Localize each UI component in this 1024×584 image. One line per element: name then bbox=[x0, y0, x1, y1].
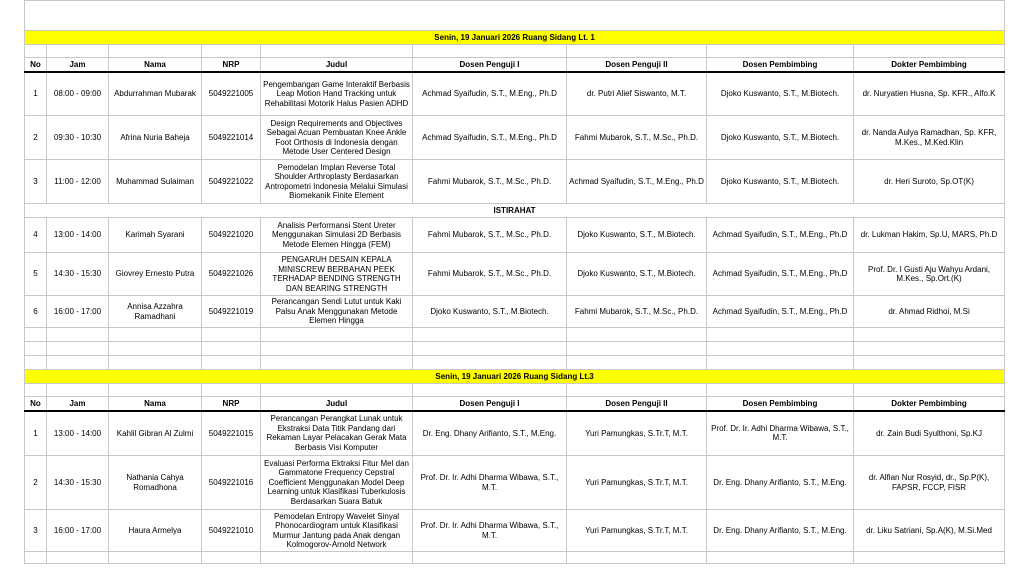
examiner-2-cell[interactable]: dr. Putri Alief Siswanto, M.T. bbox=[567, 72, 707, 116]
blank-row bbox=[25, 552, 1005, 564]
nrp-cell[interactable]: 5049221019 bbox=[202, 296, 261, 328]
col-dokter-header[interactable]: Dokter Pembimbing bbox=[854, 397, 1005, 411]
nrp-cell[interactable]: 5049221010 bbox=[202, 510, 261, 552]
time-cell[interactable]: 16:00 - 17:00 bbox=[47, 510, 109, 552]
session2-header-row bbox=[25, 397, 1005, 411]
col-no-header[interactable]: No bbox=[25, 58, 47, 72]
session2-banner bbox=[25, 370, 1005, 384]
doctor-cell[interactable]: dr. Nuryatien Husna, Sp. KFR., Alfo.K bbox=[854, 72, 1005, 116]
name-cell[interactable]: Kahlil Gibran Al Zulmi bbox=[109, 411, 202, 456]
examiner-1-cell[interactable]: Djoko Kuswanto, S.T., M.Biotech. bbox=[413, 296, 567, 328]
supervisor-cell[interactable]: Djoko Kuswanto, S.T., M.Biotech. bbox=[707, 72, 854, 116]
row-number[interactable]: 5 bbox=[25, 253, 47, 296]
spreadsheet bbox=[24, 0, 1004, 564]
session1-header-row bbox=[25, 58, 1005, 72]
time-cell[interactable]: 11:00 - 12:00 bbox=[47, 160, 109, 204]
examiner-1-cell[interactable]: Fahmi Mubarok, S.T., M.Sc., Ph.D. bbox=[413, 160, 567, 204]
time-cell[interactable]: 16:00 - 17:00 bbox=[47, 296, 109, 328]
table-row bbox=[25, 510, 1005, 552]
nrp-cell[interactable]: 5049221015 bbox=[202, 411, 261, 456]
nrp-cell[interactable]: 5049221022 bbox=[202, 160, 261, 204]
blank-row bbox=[25, 45, 1005, 58]
name-cell[interactable]: Muhammad Sulaiman bbox=[109, 160, 202, 204]
break-label[interactable]: ISTIRAHAT bbox=[25, 204, 1005, 218]
col-penguji-2-header[interactable]: Dosen Penguji II bbox=[567, 397, 707, 411]
table-row bbox=[25, 116, 1005, 160]
examiner-2-cell[interactable]: Djoko Kuswanto, S.T., M.Biotech. bbox=[567, 253, 707, 296]
nrp-cell[interactable]: 5049221014 bbox=[202, 116, 261, 160]
col-nrp-header[interactable]: NRP bbox=[202, 397, 261, 411]
title-cell[interactable]: Design Requirements and Objectives Sebagai Acuan Pembuatan Knee Ankle Foot Orthosis di Indonesia dengan Metode User Centered Design bbox=[261, 116, 413, 160]
col-penguji-2-header[interactable]: Dosen Penguji II bbox=[567, 58, 707, 72]
title-cell[interactable]: Pemodelan Implan Reverse Total Shoulder Arthroplasty Berdasarkan Antropometri Indonesia Melalui Simulasi Biomekanik Finite Element bbox=[261, 160, 413, 204]
table-row bbox=[25, 456, 1005, 510]
examiner-1-cell[interactable]: Dr. Eng. Dhany Arifianto, S.T., M.Eng. bbox=[413, 411, 567, 456]
doctor-cell[interactable]: dr. Alfian Nur Rosyid, dr., Sp.P(K), FAPSR, FCCP, FISR bbox=[854, 456, 1005, 510]
col-judul-header[interactable]: Judul bbox=[261, 58, 413, 72]
name-cell[interactable]: Annisa Azzahra Ramadhani bbox=[109, 296, 202, 328]
title-cell[interactable]: Pemodelan Entropy Wavelet Sinyal Phonocardiogram untuk Klasifikasi Murmur Jantung pada Anak dengan Kolmogorov-Arnold Network bbox=[261, 510, 413, 552]
col-jam-header[interactable]: Jam bbox=[47, 58, 109, 72]
time-cell[interactable]: 08:00 - 09:00 bbox=[47, 72, 109, 116]
time-cell[interactable]: 14:30 - 15:30 bbox=[47, 456, 109, 510]
name-cell[interactable]: Afrina Nuria Baheja bbox=[109, 116, 202, 160]
time-cell[interactable]: 13:00 - 14:00 bbox=[47, 218, 109, 253]
nrp-cell[interactable]: 5049221016 bbox=[202, 456, 261, 510]
supervisor-cell[interactable]: Prof. Dr. Ir. Adhi Dharma Wibawa, S.T., M.T. bbox=[707, 411, 854, 456]
table-row bbox=[25, 72, 1005, 116]
examiner-1-cell[interactable]: Prof. Dr. Ir. Adhi Dharma Wibawa, S.T., M.T. bbox=[413, 510, 567, 552]
col-nama-header[interactable]: Nama bbox=[109, 397, 202, 411]
examiner-1-cell[interactable]: Achmad Syaifudin, S.T., M.Eng., Ph.D bbox=[413, 72, 567, 116]
supervisor-cell[interactable]: Achmad Syaifudin, S.T., M.Eng., Ph.D bbox=[707, 296, 854, 328]
title-cell[interactable]: Perancangan Perangkat Lunak untuk Ekstraksi Data Titik Pandang dari Rekaman Layar Pelacakan Gerak Mata Berbasis Visi Komputer bbox=[261, 411, 413, 456]
doctor-cell[interactable]: dr. Ahmad Ridhoi, M.Si bbox=[854, 296, 1005, 328]
row-number[interactable]: 1 bbox=[25, 72, 47, 116]
row-number[interactable]: 2 bbox=[25, 116, 47, 160]
examiner-1-cell[interactable]: Achmad Syaifudin, S.T., M.Eng., Ph.D bbox=[413, 116, 567, 160]
doctor-cell[interactable]: dr. Lukman Hakim, Sp.U, MARS, Ph.D bbox=[854, 218, 1005, 253]
examiner-2-cell[interactable]: Yuri Pamungkas, S.Tr.T, M.T. bbox=[567, 411, 707, 456]
table-row bbox=[25, 160, 1005, 204]
name-cell[interactable]: Karimah Syarani bbox=[109, 218, 202, 253]
nrp-cell[interactable]: 5049221020 bbox=[202, 218, 261, 253]
session1-title[interactable]: Senin, 19 Januari 2026 Ruang Sidang Lt. 1 bbox=[25, 31, 1005, 45]
break-row bbox=[25, 204, 1005, 218]
nrp-cell[interactable]: 5049221026 bbox=[202, 253, 261, 296]
time-cell[interactable]: 13:00 - 14:00 bbox=[47, 411, 109, 456]
col-nrp-header[interactable]: NRP bbox=[202, 58, 261, 72]
supervisor-cell[interactable]: Dr. Eng. Dhany Arifianto, S.T., M.Eng. bbox=[707, 456, 854, 510]
name-cell[interactable]: Giovrey Ernesto Putra bbox=[109, 253, 202, 296]
blank-row bbox=[25, 342, 1005, 356]
supervisor-cell[interactable]: Djoko Kuswanto, S.T., M.Biotech. bbox=[707, 160, 854, 204]
examiner-2-cell[interactable]: Fahmi Mubarok, S.T., M.Sc., Ph.D. bbox=[567, 296, 707, 328]
col-judul-header[interactable]: Judul bbox=[261, 397, 413, 411]
examiner-2-cell[interactable]: Fahmi Mubarok, S.T., M.Sc., Ph.D. bbox=[567, 116, 707, 160]
doctor-cell[interactable]: dr. Liku Satriani, Sp.A(K), M.Si.Med bbox=[854, 510, 1005, 552]
col-dokter-header[interactable]: Dokter Pembimbing bbox=[854, 58, 1005, 72]
blank-row bbox=[25, 328, 1005, 342]
examiner-1-cell[interactable]: Prof. Dr. Ir. Adhi Dharma Wibawa, S.T., M.T. bbox=[413, 456, 567, 510]
name-cell[interactable]: Haura Armelya bbox=[109, 510, 202, 552]
row-number[interactable]: 3 bbox=[25, 160, 47, 204]
session2-title[interactable]: Senin, 19 Januari 2026 Ruang Sidang Lt.3 bbox=[25, 370, 1005, 384]
doctor-cell[interactable]: dr. Nanda Aulya Ramadhan, Sp. KFR, M.Kes., M.Ked.Klin bbox=[854, 116, 1005, 160]
row-number[interactable]: 4 bbox=[25, 218, 47, 253]
row-number[interactable]: 6 bbox=[25, 296, 47, 328]
row-number[interactable]: 3 bbox=[25, 510, 47, 552]
supervisor-cell[interactable]: Achmad Syaifudin, S.T., M.Eng., Ph.D bbox=[707, 218, 854, 253]
examiner-1-cell[interactable]: Fahmi Mubarok, S.T., M.Sc., Ph.D. bbox=[413, 218, 567, 253]
col-penguji-1-header[interactable]: Dosen Penguji I bbox=[413, 397, 567, 411]
blank-row bbox=[25, 356, 1005, 370]
title-cell[interactable]: Evaluasi Performa Ektraksi Fitur Mel dan Gammatone Frequency Cepstral Coefficient Menggunakan Model Deep Learning untuk Klasifikasi Tuberkulosis Berdasarkan Suara Batuk bbox=[261, 456, 413, 510]
examiner-2-cell[interactable]: Yuri Pamungkas, S.Tr.T, M.T. bbox=[567, 456, 707, 510]
blank-row bbox=[25, 384, 1005, 397]
name-cell[interactable]: Abdurrahman Mubarak bbox=[109, 72, 202, 116]
table-row bbox=[25, 253, 1005, 296]
row-number[interactable]: 2 bbox=[25, 456, 47, 510]
time-cell[interactable]: 14:30 - 15:30 bbox=[47, 253, 109, 296]
session1-banner bbox=[25, 31, 1005, 45]
col-pembimbing-header[interactable]: Dosen Pembimbing bbox=[707, 397, 854, 411]
doctor-cell[interactable]: dr. Zain Budi Syulthoni, Sp.KJ bbox=[854, 411, 1005, 456]
title-cell[interactable]: Perancangan Sendi Lutut untuk Kaki Palsu Anak Menggunakan Metode Elemen Hingga bbox=[261, 296, 413, 328]
col-no-header[interactable]: No bbox=[25, 397, 47, 411]
col-penguji-1-header[interactable]: Dosen Penguji I bbox=[413, 58, 567, 72]
supervisor-cell[interactable]: Dr. Eng. Dhany Arifianto, S.T., M.Eng. bbox=[707, 510, 854, 552]
examiner-2-cell[interactable]: Achmad Syaifudin, S.T., M.Eng., Ph.D bbox=[567, 160, 707, 204]
table-row bbox=[25, 411, 1005, 456]
examiner-1-cell[interactable]: Fahmi Mubarok, S.T., M.Sc., Ph.D. bbox=[413, 253, 567, 296]
blank-row bbox=[25, 1, 1005, 31]
table-row bbox=[25, 218, 1005, 253]
supervisor-cell[interactable]: Achmad Syaifudin, S.T., M.Eng., Ph.D bbox=[707, 253, 854, 296]
nrp-cell[interactable]: 5049221005 bbox=[202, 72, 261, 116]
supervisor-cell[interactable]: Djoko Kuswanto, S.T., M.Biotech. bbox=[707, 116, 854, 160]
title-cell[interactable]: PENGARUH DESAIN KEPALA MINISCREW BERBAHAN PEEK TERHADAP BENDING STRENGTH DAN BEARING STRENGTH bbox=[261, 253, 413, 296]
col-pembimbing-header[interactable]: Dosen Pembimbing bbox=[707, 58, 854, 72]
col-nama-header[interactable]: Nama bbox=[109, 58, 202, 72]
examiner-2-cell[interactable]: Yuri Pamungkas, S.Tr.T, M.T. bbox=[567, 510, 707, 552]
doctor-cell[interactable]: dr. Heri Suroto, Sp.OT(K) bbox=[854, 160, 1005, 204]
time-cell[interactable]: 09:30 - 10:30 bbox=[47, 116, 109, 160]
title-cell[interactable]: Pengembangan Game Interaktif Berbasis Leap Motion Hand Tracking untuk Rehabilitasi Motorik Halus Pasien ADHD bbox=[261, 72, 413, 116]
doctor-cell[interactable]: Prof. Dr. I Gusti Aju Wahyu Ardani, M.Kes., Sp.Ort.(K) bbox=[854, 253, 1005, 296]
schedule-grid bbox=[24, 0, 1005, 564]
table-row bbox=[25, 296, 1005, 328]
examiner-2-cell[interactable]: Djoko Kuswanto, S.T., M.Biotech. bbox=[567, 218, 707, 253]
title-cell[interactable]: Analisis Performansi Stent Ureter Menggunakan Simulasi 2D Berbasis Metode Elemen Hingga (FEM) bbox=[261, 218, 413, 253]
row-number[interactable]: 1 bbox=[25, 411, 47, 456]
name-cell[interactable]: Nathania Cahya Romadhona bbox=[109, 456, 202, 510]
col-jam-header[interactable]: Jam bbox=[47, 397, 109, 411]
